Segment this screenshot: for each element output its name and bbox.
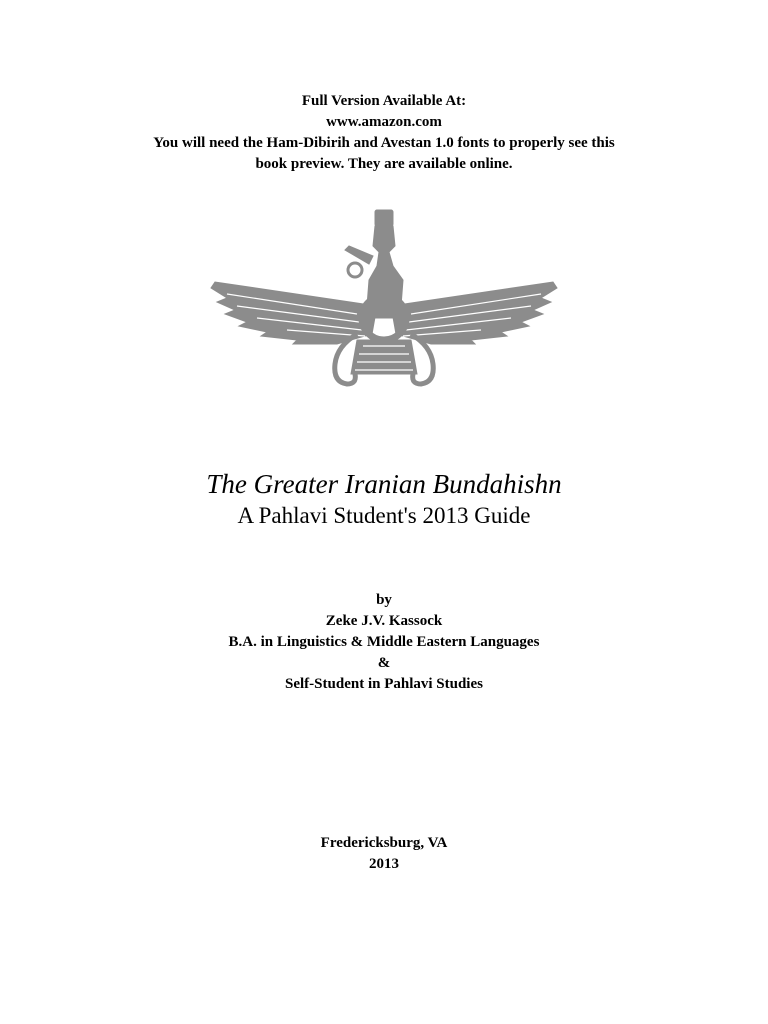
notice-availability: Full Version Available At: (301, 93, 467, 109)
author-ampersand: & (377, 655, 391, 671)
notice-font-requirement: You will need the Ham-Dibirih and Avestan 1.0 fonts to properly see this (153, 135, 615, 151)
book-title: The Greater Iranian Bundahishn (206, 469, 562, 499)
notice-url: www.amazon.com (326, 114, 442, 130)
publication-year: 2013 (369, 856, 399, 872)
book-subtitle: A Pahlavi Student's 2013 Guide (237, 503, 531, 528)
title-block (0, 467, 768, 531)
notice-font-availability: book preview. They are available online. (255, 156, 513, 172)
author-study: Self-Student in Pahlavi Studies (285, 676, 483, 692)
publication-place: Fredericksburg, VA (320, 835, 448, 851)
tail (351, 340, 417, 374)
publication-block (0, 833, 768, 875)
preview-notice (0, 91, 768, 175)
faravahar-emblem-icon (207, 206, 561, 394)
author-degree: B.A. in Linguistics & Middle Eastern Languages (228, 634, 540, 650)
author-block (0, 590, 768, 695)
author-name: Zeke J.V. Kassock (325, 613, 443, 629)
by-label: by (376, 592, 392, 608)
figure-body (367, 226, 403, 318)
